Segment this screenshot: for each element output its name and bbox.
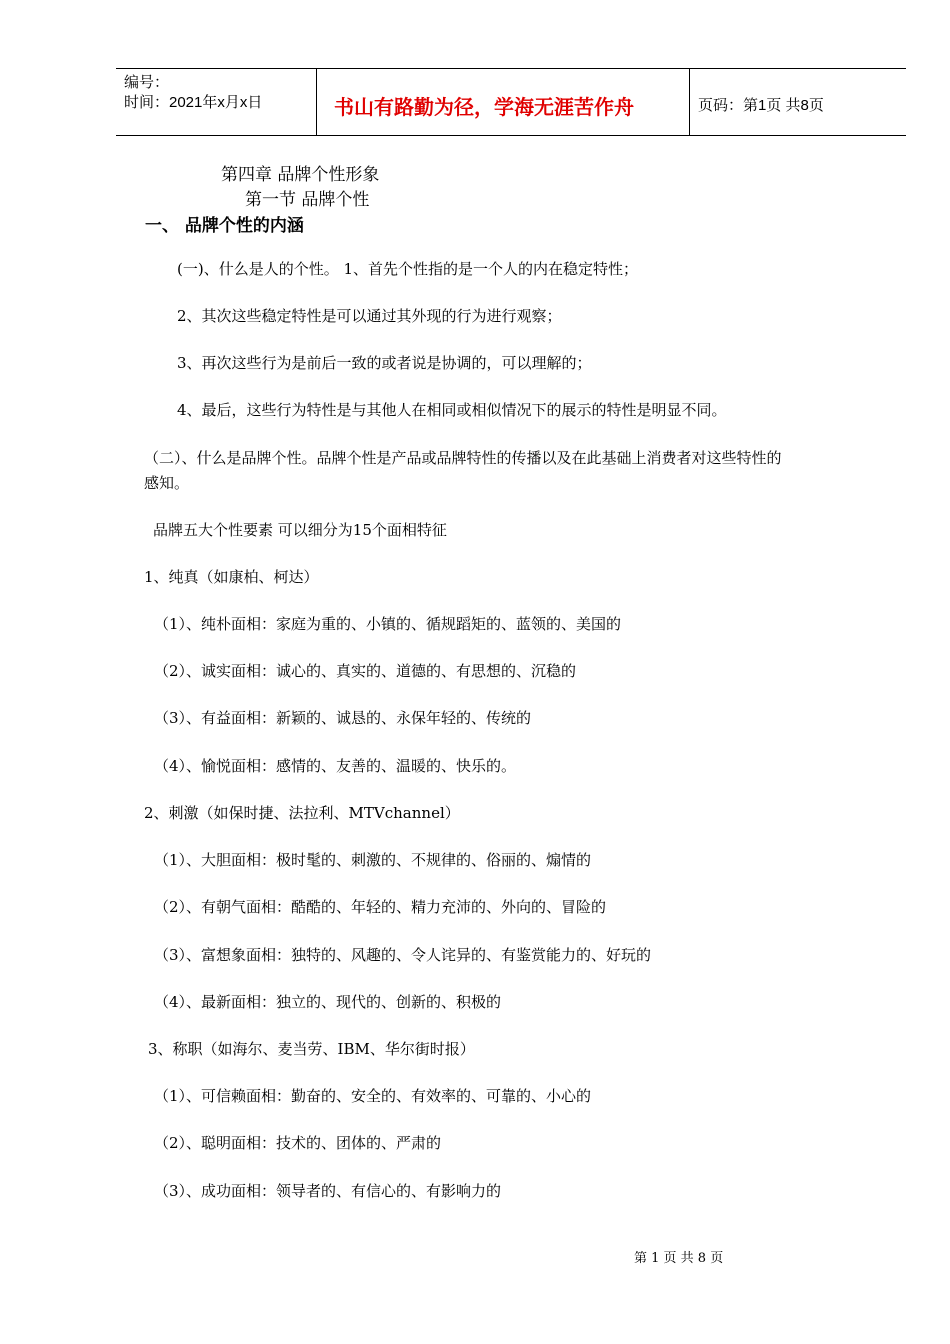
chapter-title: 第四章 品牌个性形象 [221, 165, 380, 185]
list-item: （3）、富想象面相：独特的、风趣的、令人诧异的、有鉴赏能力的、好玩的 [154, 946, 652, 964]
list-item: （2）、诚实面相：诚心的、真实的、道德的、有思想的、沉稳的 [154, 662, 577, 680]
paragraph: 2、其次这些稳定特性是可以通过其外现的行为进行观察； [177, 307, 562, 325]
list-item: （1）、大胆面相：极时髦的、刺激的、不规律的、俗丽的、煽情的 [154, 851, 592, 869]
section-title: 第一节 品牌个性 [245, 190, 370, 210]
list-heading: 1、纯真（如康柏、柯达） [144, 568, 319, 586]
header-divider-right [689, 68, 690, 136]
list-item: （4）、愉悦面相：感情的、友善的、温暖的、快乐的。 [154, 757, 517, 775]
header-slogan: 书山有路勤为径，学海无涯苦作舟 [334, 95, 634, 119]
header-divider-left [316, 68, 317, 136]
paragraph: 品牌五大个性要素 可以细分为15个面相特征 [153, 521, 447, 539]
list-item: （2）、聪明面相：技术的、团体的、严肃的 [154, 1134, 442, 1152]
header-number-label: 编号： [124, 74, 170, 91]
header-top-border [116, 68, 906, 69]
page-footer: 第 1 页 共 8 页 [634, 1251, 724, 1266]
paragraph: 3、再次这些行为是前后一致的或者说是协调的，可以理解的； [177, 354, 592, 372]
list-item: （2）、有朝气面相：酷酷的、年轻的、精力充沛的、外向的、冒险的 [154, 898, 607, 916]
paragraph: 感知。 [144, 474, 190, 492]
list-item: （3）、有益面相：新颖的、诚恳的、永保年轻的、传统的 [154, 709, 532, 727]
list-item: （4）、最新面相：独立的、现代的、创新的、积极的 [154, 993, 502, 1011]
paragraph: (一)、什么是人的个性。 1、首先个性指的是一个人的内在稳定特性； [177, 260, 639, 278]
list-item: （3）、成功面相：领导者的、有信心的、有影响力的 [154, 1182, 502, 1200]
header-page-label: 页码：第1页 共8页 [698, 97, 824, 114]
list-item: （1）、可信赖面相：勤奋的、安全的、有效率的、可靠的、小心的 [154, 1087, 592, 1105]
paragraph: 4、最后，这些行为特性是与其他人在相同或相似情况下的展示的特性是明显不同。 [177, 401, 727, 419]
list-item: （1）、纯朴面相：家庭为重的、小镇的、循规蹈矩的、蓝领的、美国的 [154, 615, 622, 633]
paragraph: （二）、什么是品牌个性。品牌个性是产品或品牌特性的传播以及在此基础上消费者对这些特性的 [144, 449, 782, 467]
header-time-label: 时间：2021年x月x日 [124, 94, 263, 111]
header-bottom-border [116, 135, 906, 136]
list-heading: 3、称职（如海尔、麦当劳、IBM、华尔街时报） [148, 1040, 475, 1058]
heading-brand-personality: 一、 品牌个性的内涵 [145, 216, 304, 236]
list-heading: 2、刺激（如保时捷、法拉利、MTVchannel） [144, 804, 460, 822]
